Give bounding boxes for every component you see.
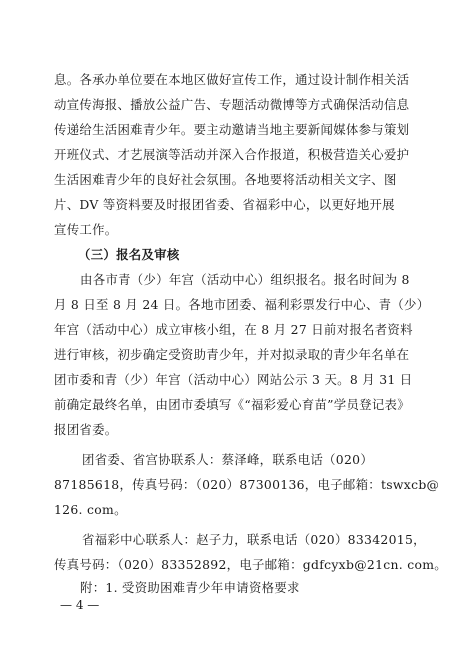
page-number: — 4 —: [60, 598, 100, 612]
contact-line: 126. com。: [54, 502, 127, 517]
attachment-line: 附：1. 受资助困难青少年申请资格要求: [80, 580, 300, 595]
paragraph-line: 传递给生活困难青少年。要主动邀请当地主要新闻媒体参与策划: [54, 122, 410, 137]
paragraph-line: 前确定最终名单，由团市委填写《“福彩爱心育苗”学员登记表》: [54, 397, 410, 412]
paragraph-line: 动宣传海报、播放公益广告、专题活动微博等方式确保活动信息: [54, 97, 410, 112]
contact-line: 87185618，传真号码：（020）87300136，电子邮箱：tswxcb@: [54, 477, 440, 492]
paragraph-line: 开班仪式、才艺展演等活动并深入合作报道，积极营造关心爱护: [54, 147, 410, 162]
paragraph-line: 生活困难青少年的良好社会氛围。各地要将活动相关文字、图: [54, 172, 397, 187]
paragraph-line: 报团省委。: [54, 422, 118, 437]
paragraph-line: 进行审核，初步确定受资助青少年，并对拟录取的青少年名单在: [54, 347, 410, 362]
paragraph-line: 宣传工作。: [54, 222, 118, 237]
paragraph-line: 由各市青（少）年宫（活动中心）组织报名。报名时间为 8: [80, 272, 410, 287]
contact-line: 团省委、省宫协联系人：蔡泽峰，联系电话（020）: [82, 452, 374, 467]
paragraph-line: 月 8 日至 8 月 24 日。各地市团委、福利彩票发行中心、青（少）: [54, 297, 430, 312]
paragraph-line: 息。各承办单位要在本地区做好宣传工作，通过设计制作相关活: [54, 72, 410, 87]
paragraph-line: 团市委和青（少）年宫（活动中心）网站公示 3 天。8 月 31 日: [54, 372, 413, 387]
contact-line: 省福彩中心联系人：赵子力，联系电话（020）83342015，: [82, 532, 426, 547]
contact-line: 传真号码：（020）83352892，电子邮箱：gdfcyxb@21cn. com。: [54, 557, 447, 572]
paragraph-line: 片、DV 等资料要及时报团省委、省福彩中心，以更好地开展: [54, 197, 395, 212]
paragraph-line: 年宫（活动中心）成立审核小组，在 8 月 27 日前对报名者资料: [54, 322, 413, 337]
section-heading: （三）报名及审核: [78, 247, 180, 262]
